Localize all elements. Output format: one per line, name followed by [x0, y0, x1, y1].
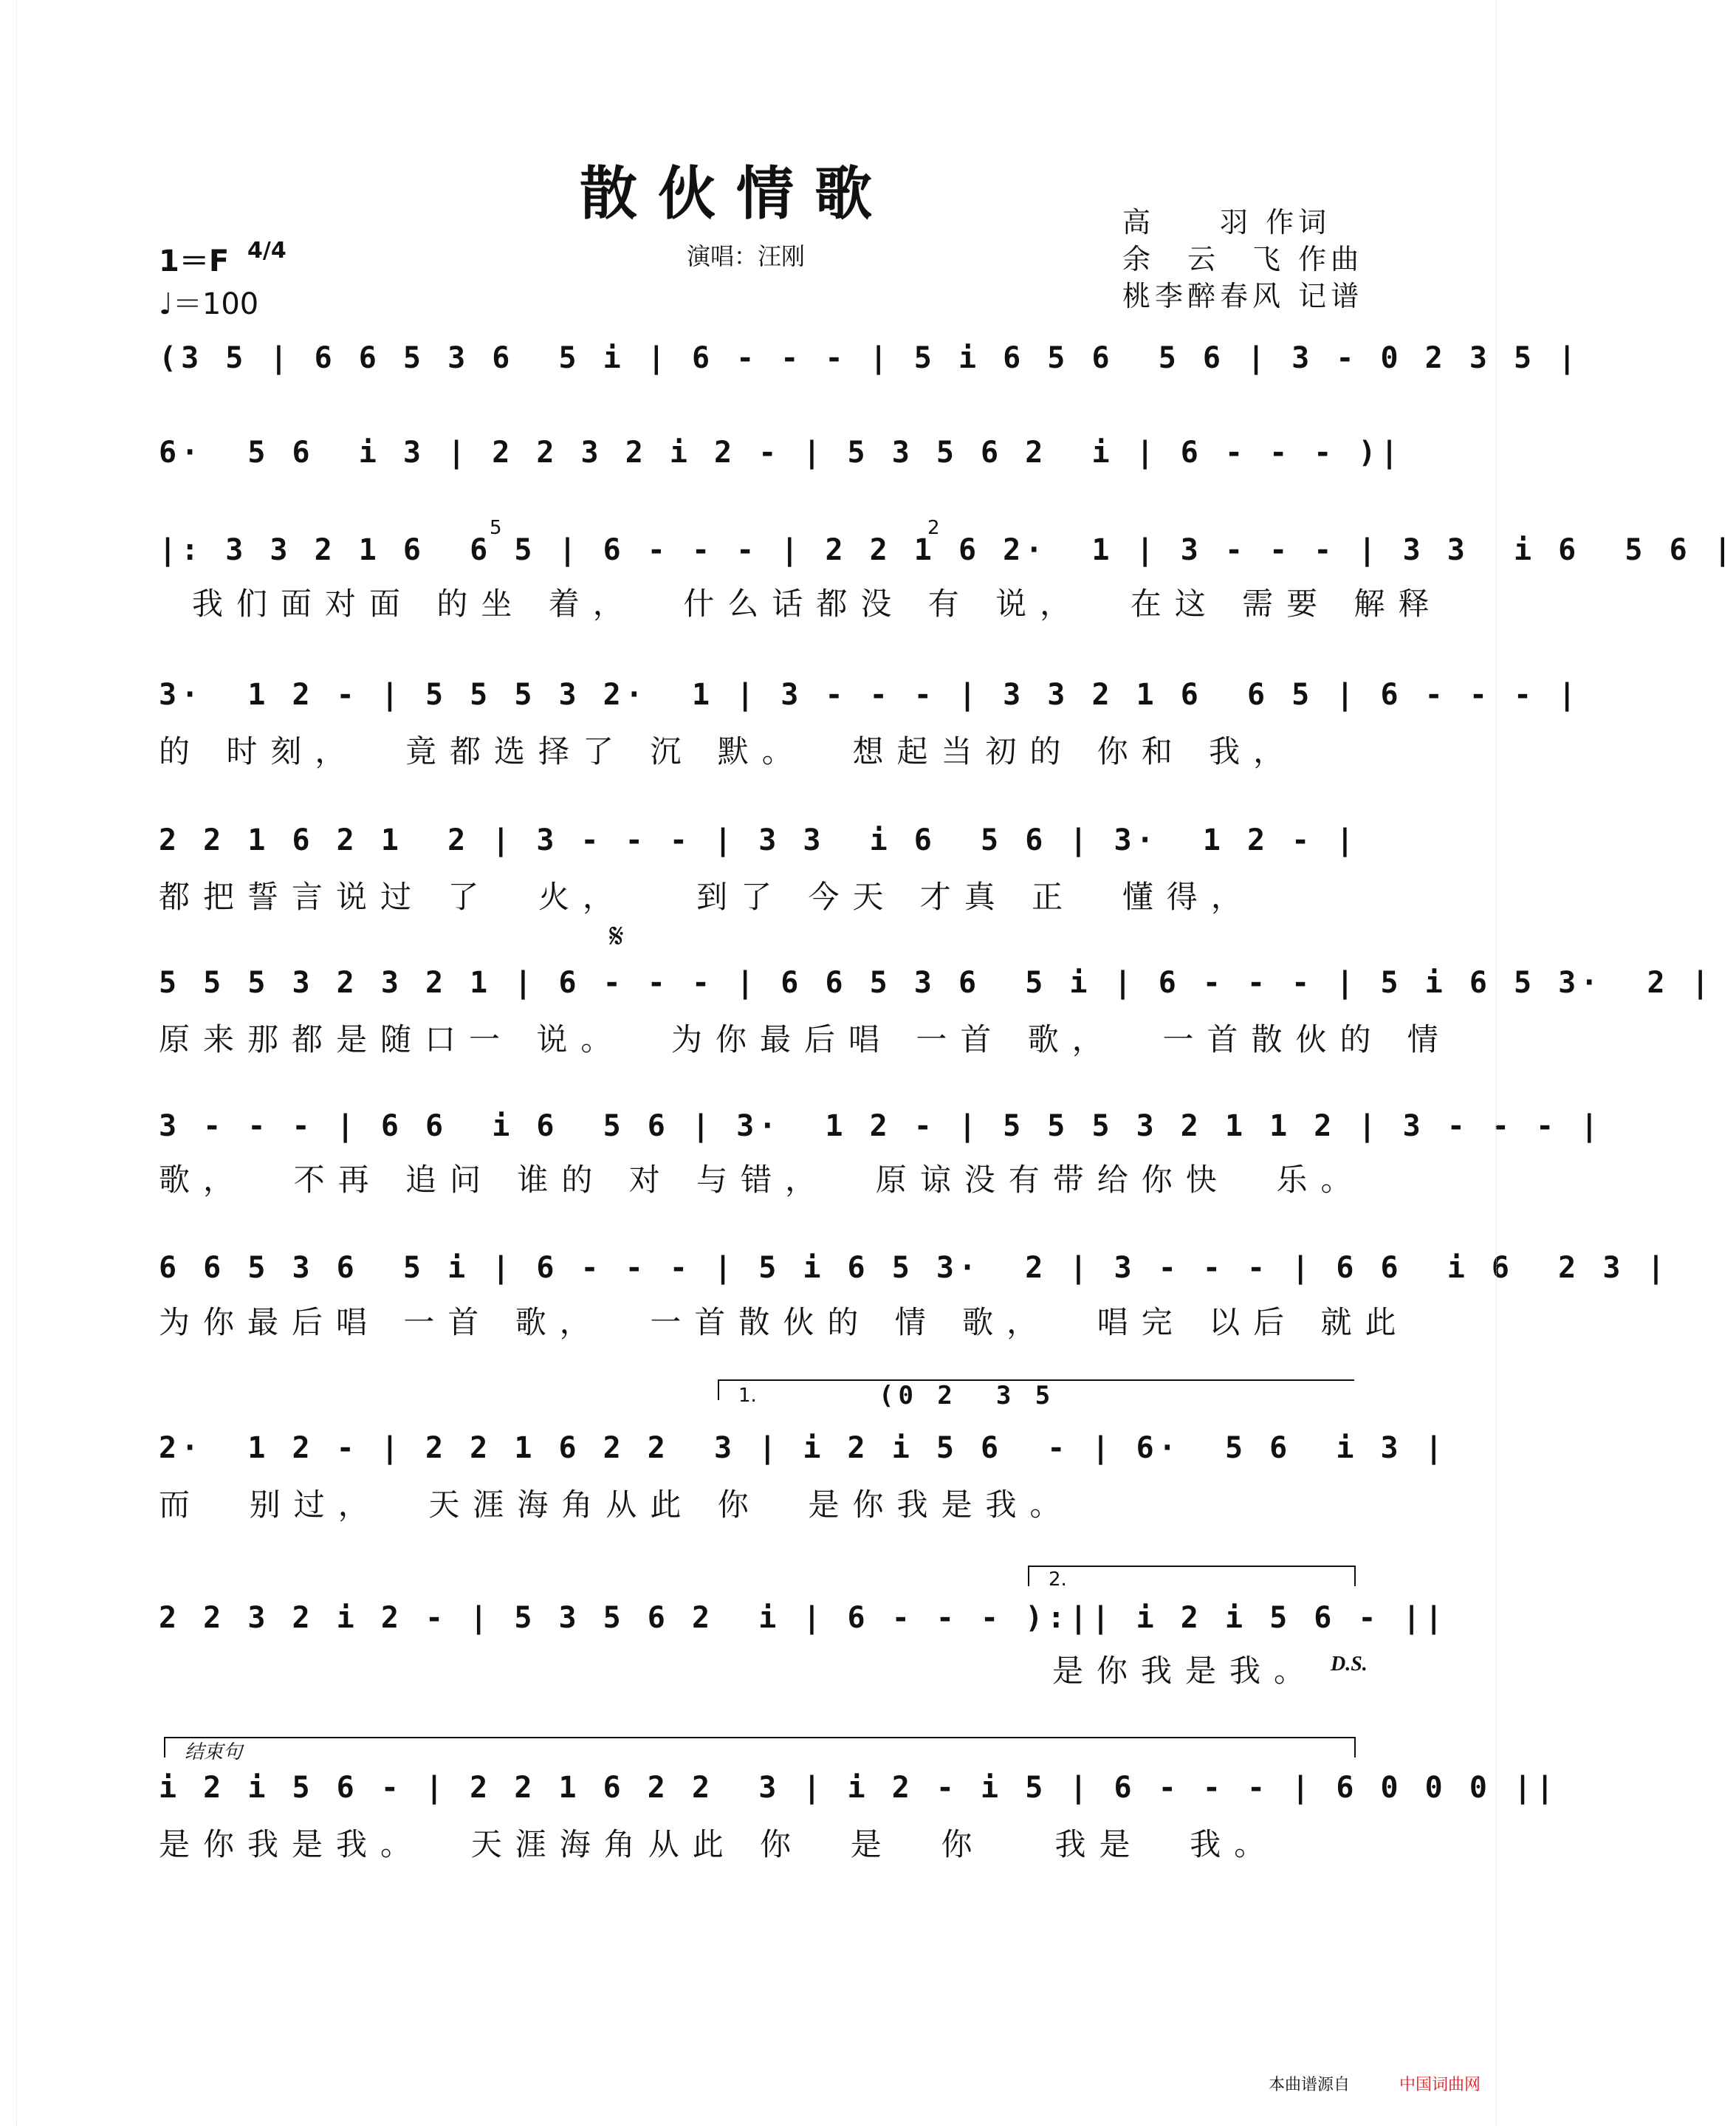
volta-1-intro-notes: (0 2 3 5	[879, 1381, 1055, 1410]
notes-row-7: 2· 1 2 - | 2 2 1 6 2 2 3 | i 2 i 5 6 - | 6· 5 6 i 3 |	[159, 1431, 1447, 1465]
grace-note-2: 2	[927, 517, 940, 539]
lyrics-row-8: 是你我是我。	[1052, 1653, 1319, 1689]
lyrics-row-5: 歌， 不再 追问 谁的 对 与错， 原谅没有带给你快 乐。	[159, 1162, 1365, 1198]
segno-sign: 𝄋	[609, 916, 624, 956]
notes-row-8: 2 2 3 2 i 2 - | 5 3 5 6 2 i | 6 - - - ):|| i 2 i 5 6 - ||	[159, 1601, 1447, 1635]
key-signature: 1＝F	[159, 244, 230, 278]
intro-notes-line-1: (3 5 | 6 6 5 3 6 5 i | 6 - - - | 5 i 6 5 6 5 6 | 3 - 0 2 3 5 |	[159, 341, 1581, 375]
volta-1-label: 1.	[738, 1385, 757, 1407]
grace-note-5: 5	[490, 517, 502, 539]
notes-row-4: 5 5 5 3 2 3 2 1 | 6 - - - | 6 6 5 3 6 5 i | 6 - - - | 5 i 6 5 3· 2 |	[159, 966, 1714, 1000]
lyrics-row-9: 是你我是我。 天涯海角从此 你 是 你 我是 我。	[159, 1826, 1279, 1862]
composer-credit: 余 云 飞 作曲	[1122, 243, 1364, 275]
lyrics-row-6: 为你最后唱 一首 歌， 一首散伙的 情 歌， 唱完 以后 就此	[159, 1304, 1410, 1340]
lyrics-row-2: 的 时刻， 竟都选择了 沉 默。 想起当初的 你和 我，	[159, 733, 1298, 769]
lyrics-row-3: 都把誓言说过 了 火， 到了 今天 才真 正 懂得，	[159, 879, 1255, 915]
notes-row-1: |: 3 3 2 1 6 6 5 | 6 - - - | 2 2 1 6 2· 1 | 3 - - - | 3 3 i 6 5 6 |	[159, 533, 1736, 567]
tempo-mark: ♩＝100	[159, 287, 259, 321]
notes-row-9: i 2 i 5 6 - | 2 2 1 6 2 2 3 | i 2 - i 5 | 6 - - - | 6 0 0 0 ||	[159, 1771, 1559, 1805]
singer: 演唱：汪刚	[687, 242, 806, 270]
lyricist-credit: 高 羽 作词	[1122, 206, 1331, 239]
volta-2-bracket	[1028, 1566, 1356, 1586]
lyrics-row-7: 而 别过， 天涯海角从此 你 是你我是我。	[159, 1487, 1074, 1523]
notes-row-2: 3· 1 2 - | 5 5 5 3 2· 1 | 3 - - - | 3 3 2 1 6 6 5 | 6 - - - |	[159, 678, 1581, 712]
song-title: 散伙情歌	[580, 160, 893, 227]
lyrics-row-1: 我们面对面 的坐 着， 什么话都没 有 说， 在这 需要 解释	[192, 586, 1443, 622]
notes-row-3: 2 2 1 6 2 1 2 | 3 - - - | 3 3 i 6 5 6 | 3· 1 2 - |	[159, 823, 1359, 857]
footer-site[interactable]: 中国词曲网	[1399, 2076, 1481, 2094]
footer-source: 本曲谱源自	[1269, 2076, 1351, 2094]
intro-notes-line-2: 6· 5 6 i 3 | 2 2 3 2 i 2 - | 5 3 5 6 2 i | 6 - - - )|	[159, 436, 1403, 470]
transcriber-credit: 桃李醉春风 记谱	[1122, 280, 1364, 312]
ending-bracket	[164, 1737, 1356, 1758]
notes-row-5: 3 - - - | 6 6 i 6 5 6 | 3· 1 2 - | 5 5 5 3 2 1 1 2 | 3 - - - |	[159, 1109, 1603, 1143]
ending-label: 结束句	[185, 1741, 243, 1763]
notes-row-6: 6 6 5 3 6 5 i | 6 - - - | 5 i 6 5 3· 2 | 3 - - - | 6 6 i 6 2 3 |	[159, 1251, 1670, 1285]
dal-segno-mark: D.S.	[1331, 1653, 1368, 1676]
left-watermark-strip	[3, 0, 17, 2126]
time-signature: 4/4	[247, 238, 287, 264]
lyrics-row-4: 原来那都是随口一 说。 为你最后唱 一首 歌， 一首散伙的 情	[159, 1021, 1452, 1057]
volta-2-label: 2.	[1049, 1568, 1067, 1591]
right-watermark-strip	[1496, 0, 1510, 2126]
